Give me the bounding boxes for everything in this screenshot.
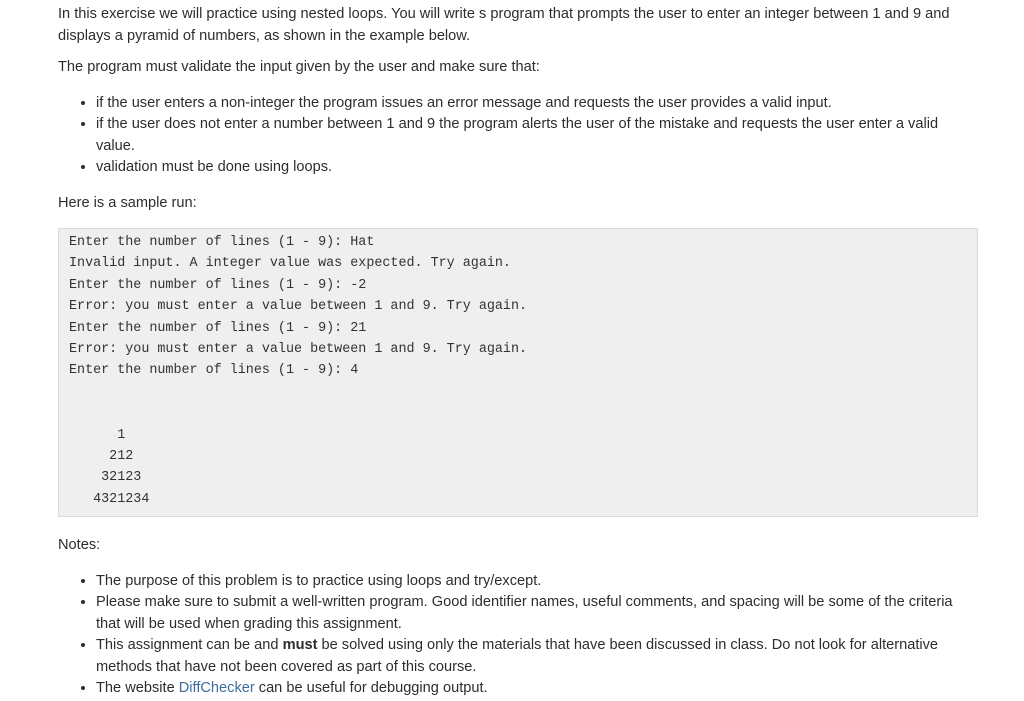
- sample-run-label: Here is a sample run:: [58, 194, 197, 211]
- code-line: 32123: [69, 470, 142, 486]
- diffchecker-link[interactable]: DiffChecker: [178, 680, 255, 697]
- note-text: can be useful for debugging output.: [254, 680, 488, 697]
- list-item: • if the user enters a non-integer the program issues an error message and requests the user provides a valid input.: [96, 93, 978, 115]
- list-item: • The purpose of this problem is to practice using loops and try/except.: [96, 571, 978, 593]
- validation-intro: The program must validate the input given by the user and make sure that:: [58, 59, 540, 75]
- list-item: • validation must be done using loops.: [96, 157, 978, 179]
- note-text: This assignment can be and: [96, 637, 283, 654]
- notes-list: [58, 571, 978, 700]
- assignment-content: [58, 4, 978, 700]
- emphasis-must: must: [282, 637, 318, 654]
- code-line: Enter the number of lines (1 - 9): Hat: [69, 235, 375, 250]
- code-line: [69, 382, 967, 403]
- code-line: Enter the number of lines (1 - 9): -2: [69, 277, 367, 293]
- list-item: • Please make sure to submit a well-written program. Good identifier names, useful comments, and spacing will be some of the criteria that will be used when grading this assignment.: [96, 592, 978, 635]
- intro-paragraph: In this exercise we will practice using nested loops. You will write s program that prompts the user to enter an integer between 1 and 9 and displays a pyramid of numbers, as shown in the example below.: [58, 6, 950, 44]
- code-line: Invalid input. A integer value was expected. Try again.: [69, 256, 511, 272]
- code-line: 212: [69, 449, 134, 465]
- code-line: [69, 403, 967, 424]
- validation-list: [58, 93, 978, 179]
- code-line: Error: you must enter a value between 1 and 9. Try again.: [69, 299, 528, 315]
- note-text: The website: [96, 680, 179, 697]
- code-line: 1: [69, 427, 126, 443]
- list-item: [96, 635, 978, 678]
- list-item: • if the user does not enter a number between 1 and 9 the program alerts the user of the mistake and requests the user enter a valid value.: [96, 114, 978, 157]
- code-line: 4321234: [69, 491, 150, 507]
- code-line: Enter the number of lines (1 - 9): 4: [69, 363, 359, 379]
- code-line: Enter the number of lines (1 - 9): 21: [69, 320, 367, 336]
- notes-heading: Notes:: [58, 537, 101, 554]
- note-text: be solved using only the materials that have been discussed in class. Do not look for alternative methods that have not been covered as part of this course.: [96, 637, 939, 675]
- list-item: [96, 678, 978, 700]
- sample-run-code-block: [58, 228, 978, 517]
- code-line: Error: you must enter a value between 1 and 9. Try again.: [69, 342, 528, 358]
